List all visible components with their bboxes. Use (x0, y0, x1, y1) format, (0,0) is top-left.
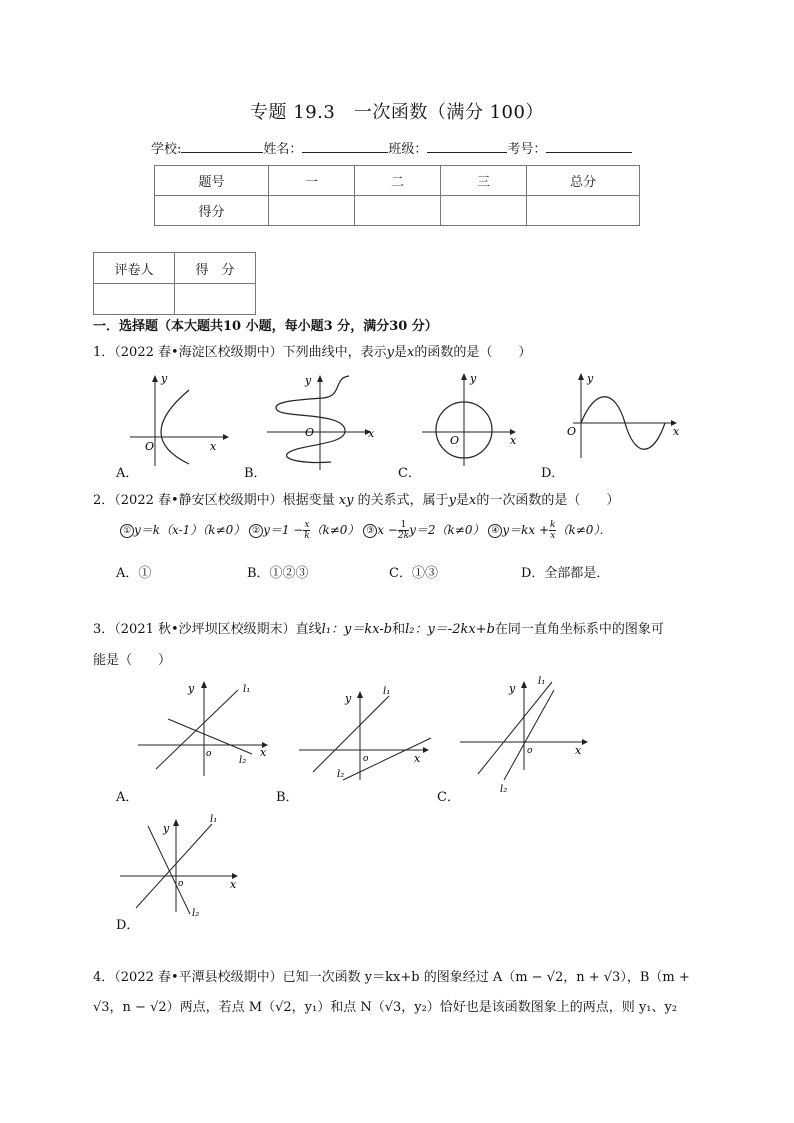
q1-option-a[interactable]: A． (116, 466, 139, 481)
student-info-line (151, 138, 632, 157)
q3-option-b[interactable]: B． (276, 790, 299, 805)
q3-option-a[interactable]: A． (116, 790, 139, 805)
question-4-stem-line2: √3，n − √2）两点，若点 M（√2，y₁）和点 N（√3，y₂）恰好也是该函数图象上的两点，则 y₁、y₂ (93, 1000, 678, 1015)
name-label: 姓名： (263, 142, 303, 157)
line-l2-label: l₂ (239, 755, 247, 766)
question-1-stem: 1．（2022 春•海淀区校级期中）下列曲线中，表示y是x的函数的是（ ） (93, 345, 532, 360)
q2-option-d[interactable]: D．全部都是． (521, 566, 610, 581)
grader-table (93, 252, 256, 315)
score-row-label: 得分 (155, 196, 269, 226)
score-table (154, 165, 640, 226)
question-4-stem-line1: 4．（2022 春•平潭县校级期中）已知一次函数 y＝kx+b 的图象经过 A（m − √2，n + √3），B（m + (93, 970, 690, 985)
origin-label: O (567, 425, 577, 438)
school-blank[interactable] (181, 140, 263, 153)
q1-graph-c (418, 370, 528, 470)
grade-cell[interactable] (175, 284, 256, 315)
question-2-expressions: ① y＝k（x-1）（k≠0） ② y＝1 − $\frac{x}{k}$ （k≠0） ③ x − $\frac{1}{2k}$ y＝2（k≠0） ④ y＝kx + $\frac{k}{x}$ （k≠0）． (120, 520, 611, 541)
axis-x-label: x (414, 752, 421, 765)
q2-option-b[interactable]: B．①②③ (247, 566, 309, 581)
line-l2-label: l₂ (500, 784, 508, 795)
axis-y-label: y (345, 692, 352, 705)
name-blank[interactable] (302, 140, 388, 153)
score-table-header-row (155, 166, 640, 196)
q1-option-b[interactable]: B． (244, 466, 267, 481)
q3-option-d[interactable]: D． (116, 918, 140, 933)
q1-graph-b (265, 372, 385, 472)
line-l1-label: l₁ (383, 686, 391, 697)
question-3-stem-line1: 3．（2021 秋•沙坪坝区校级期末）直线l₁：y＝kx-b和l₂：y＝-2kx+b在同一直角坐标系中的图象可 (93, 622, 664, 637)
class-label: 班级： (388, 142, 428, 157)
score-header-cell: 总分 (527, 166, 640, 196)
line-l1-label: l₁ (538, 676, 546, 687)
q1-option-c[interactable]: C． (398, 466, 421, 481)
grader-cell[interactable] (94, 284, 175, 315)
axis-y-label: y (161, 372, 168, 385)
score-cell[interactable] (527, 196, 640, 226)
axis-x-label: x (510, 434, 517, 447)
axis-y-label: y (305, 374, 312, 387)
line-l1-label: l₁ (243, 684, 251, 695)
line-l2-label: l₂ (337, 769, 345, 780)
section-heading: 一．选择题（本大题共10 小题，每小题3 分，满分30 分） (93, 319, 438, 334)
line-l2-label: l₂ (192, 908, 200, 919)
grade-header: 得 分 (175, 253, 256, 284)
origin-label: O (450, 434, 460, 447)
score-cell[interactable] (269, 196, 355, 226)
class-blank[interactable] (427, 140, 507, 153)
q3-graph-d (118, 812, 258, 924)
origin-label: o (206, 749, 212, 759)
axis-x-label: x (230, 878, 237, 891)
q3-graph-c (456, 672, 596, 797)
axis-x-label: x (673, 425, 680, 438)
origin-label: O (305, 426, 315, 439)
line-l1-label: l₁ (210, 814, 218, 825)
q3-option-c[interactable]: C． (437, 790, 460, 805)
origin-label: o (527, 746, 533, 756)
question-2-stem: 2．（2022 春•静安区校级期中）根据变量 xy 的关系式，属于y是x的一次函数的是（ ） (93, 493, 620, 508)
score-header-cell: 三 (441, 166, 527, 196)
axis-y-label: y (470, 372, 477, 385)
score-table-score-row (155, 196, 640, 226)
score-header-cell: 题号 (155, 166, 269, 196)
q2-option-a[interactable]: A．① (116, 566, 152, 581)
axis-y-label: y (188, 682, 195, 695)
q1-graph-d (565, 368, 690, 468)
origin-label: O (145, 440, 155, 453)
score-cell[interactable] (441, 196, 527, 226)
origin-label: o (178, 879, 184, 889)
axis-y-label: y (163, 822, 170, 835)
score-header-cell: 二 (355, 166, 441, 196)
score-header-cell: 一 (269, 166, 355, 196)
exam-no-blank[interactable] (546, 140, 632, 153)
question-3-stem-line2: 能是（ ） (93, 653, 172, 668)
q3-graph-b (297, 682, 437, 782)
axis-y-label: y (509, 682, 516, 695)
score-cell[interactable] (355, 196, 441, 226)
origin-label: o (363, 754, 369, 764)
axis-x-label: x (260, 746, 267, 759)
q2-option-c[interactable]: C．①③ (389, 566, 438, 581)
axis-y-label: y (587, 372, 594, 385)
q1-option-d[interactable]: D． (541, 466, 565, 481)
axis-x-label: x (575, 744, 582, 757)
grader-header: 评卷人 (94, 253, 175, 284)
exam-no-label: 考号： (507, 142, 547, 157)
axis-x-label: x (368, 427, 375, 440)
q3-graph-a (138, 676, 278, 776)
axis-x-label: x (210, 440, 217, 453)
page-title: 专题 19.3 一次函数（满分 100） (250, 102, 544, 123)
q1-graph-a (125, 370, 235, 470)
school-label: 学校: (151, 142, 182, 157)
